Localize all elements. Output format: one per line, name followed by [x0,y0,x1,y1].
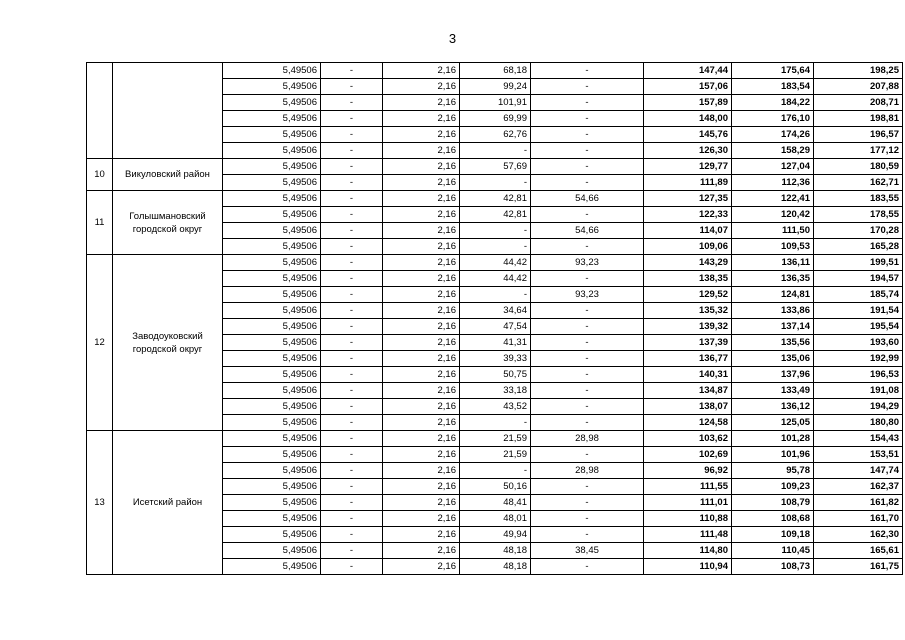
value-cell-a: - [460,415,531,431]
coef-cell: 2,16 [383,271,460,287]
total-cell-2: 137,14 [732,319,814,335]
dash-cell: - [321,303,383,319]
value-cell-a: 50,16 [460,479,531,495]
dash-cell: - [321,463,383,479]
total-cell-2: 108,68 [732,511,814,527]
value-cell-b: 28,98 [531,431,644,447]
value-cell-b: - [531,367,644,383]
total-cell-2: 101,28 [732,431,814,447]
total-cell-1: 139,32 [644,319,732,335]
value-cell-b: 54,66 [531,223,644,239]
coef-cell: 2,16 [383,191,460,207]
dash-cell: - [321,255,383,271]
dash-cell: - [321,271,383,287]
value-cell-b: - [531,335,644,351]
dash-cell: - [321,287,383,303]
total-cell-3: 191,08 [814,383,903,399]
total-cell-1: 127,35 [644,191,732,207]
coef-cell: 2,16 [383,207,460,223]
value-cell-a: 42,81 [460,191,531,207]
district-name: Заводоуковский городской округ [113,255,223,431]
value-cell-a: 43,52 [460,399,531,415]
total-cell-1: 126,30 [644,143,732,159]
total-cell-1: 111,89 [644,175,732,191]
value-cell-a: 21,59 [460,447,531,463]
value-cell-a: 49,94 [460,527,531,543]
coef-cell: 2,16 [383,463,460,479]
district-number: 10 [87,159,113,191]
dash-cell: - [321,479,383,495]
value-cell-b: - [531,159,644,175]
total-cell-3: 161,75 [814,559,903,575]
dash-cell: - [321,239,383,255]
dash-cell: - [321,543,383,559]
dash-cell: - [321,63,383,79]
coef-cell: 2,16 [383,559,460,575]
value-cell-b: - [531,127,644,143]
coef-cell: 2,16 [383,127,460,143]
total-cell-1: 157,89 [644,95,732,111]
dash-cell: - [321,335,383,351]
dash-cell: - [321,143,383,159]
dash-cell: - [321,367,383,383]
dash-cell: - [321,431,383,447]
value-cell-a: 41,31 [460,335,531,351]
value-cell-a: 44,42 [460,271,531,287]
total-cell-3: 185,74 [814,287,903,303]
total-cell-3: 162,71 [814,175,903,191]
rate-cell: 5,49506 [223,383,321,399]
total-cell-2: 109,18 [732,527,814,543]
total-cell-1: 114,80 [644,543,732,559]
dash-cell: - [321,175,383,191]
table-row [87,63,903,79]
value-cell-a: - [460,463,531,479]
value-cell-b: - [531,415,644,431]
dash-cell: - [321,159,383,175]
value-cell-b: 28,98 [531,463,644,479]
coef-cell: 2,16 [383,351,460,367]
value-cell-a: 62,76 [460,127,531,143]
coef-cell: 2,16 [383,383,460,399]
rate-cell: 5,49506 [223,319,321,335]
coef-cell: 2,16 [383,303,460,319]
dash-cell: - [321,207,383,223]
dash-cell: - [321,127,383,143]
value-cell-b: 38,45 [531,543,644,559]
value-cell-a: 101,91 [460,95,531,111]
rate-cell: 5,49506 [223,159,321,175]
dash-cell: - [321,351,383,367]
coef-cell: 2,16 [383,255,460,271]
total-cell-2: 158,29 [732,143,814,159]
total-cell-3: 162,37 [814,479,903,495]
total-cell-2: 135,06 [732,351,814,367]
value-cell-a: 47,54 [460,319,531,335]
total-cell-3: 177,12 [814,143,903,159]
district-name [113,63,223,159]
total-cell-3: 165,61 [814,543,903,559]
rate-cell: 5,49506 [223,79,321,95]
value-cell-a: 57,69 [460,159,531,175]
coef-cell: 2,16 [383,527,460,543]
value-cell-b: - [531,495,644,511]
rate-cell: 5,49506 [223,351,321,367]
value-cell-b: - [531,399,644,415]
rate-cell: 5,49506 [223,399,321,415]
total-cell-1: 134,87 [644,383,732,399]
value-cell-b: - [531,239,644,255]
rate-cell: 5,49506 [223,431,321,447]
dash-cell: - [321,415,383,431]
total-cell-3: 180,80 [814,415,903,431]
dash-cell: - [321,191,383,207]
total-cell-3: 208,71 [814,95,903,111]
value-cell-a: 34,64 [460,303,531,319]
district-number: 12 [87,255,113,431]
total-cell-3: 194,57 [814,271,903,287]
total-cell-1: 129,52 [644,287,732,303]
rate-cell: 5,49506 [223,303,321,319]
value-cell-b: - [531,383,644,399]
rate-cell: 5,49506 [223,495,321,511]
value-cell-a: 69,99 [460,111,531,127]
total-cell-1: 129,77 [644,159,732,175]
total-cell-2: 133,49 [732,383,814,399]
total-cell-3: 207,88 [814,79,903,95]
total-cell-1: 111,01 [644,495,732,511]
value-cell-b: - [531,479,644,495]
rate-cell: 5,49506 [223,223,321,239]
rate-cell: 5,49506 [223,511,321,527]
total-cell-2: 183,54 [732,79,814,95]
value-cell-a: 44,42 [460,255,531,271]
dash-cell: - [321,495,383,511]
dash-cell: - [321,399,383,415]
district-name: Викуловский район [113,159,223,191]
table-row [87,159,903,175]
total-cell-2: 112,36 [732,175,814,191]
total-cell-1: 103,62 [644,431,732,447]
total-cell-2: 133,86 [732,303,814,319]
rate-cell: 5,49506 [223,111,321,127]
dash-cell: - [321,111,383,127]
value-cell-a: - [460,239,531,255]
total-cell-3: 165,28 [814,239,903,255]
district-number: 13 [87,431,113,575]
total-cell-3: 170,28 [814,223,903,239]
rate-cell: 5,49506 [223,255,321,271]
rate-cell: 5,49506 [223,143,321,159]
coef-cell: 2,16 [383,287,460,303]
coef-cell: 2,16 [383,399,460,415]
table-row [87,191,903,207]
total-cell-1: 138,07 [644,399,732,415]
rate-cell: 5,49506 [223,447,321,463]
total-cell-2: 110,45 [732,543,814,559]
total-cell-3: 194,29 [814,399,903,415]
rate-cell: 5,49506 [223,543,321,559]
coef-cell: 2,16 [383,415,460,431]
district-name: Исетский район [113,431,223,575]
rate-cell: 5,49506 [223,335,321,351]
dash-cell: - [321,319,383,335]
total-cell-1: 110,94 [644,559,732,575]
coef-cell: 2,16 [383,479,460,495]
total-cell-2: 174,26 [732,127,814,143]
coef-cell: 2,16 [383,143,460,159]
total-cell-1: 124,58 [644,415,732,431]
total-cell-2: 120,42 [732,207,814,223]
coef-cell: 2,16 [383,223,460,239]
table-body [87,63,903,575]
total-cell-2: 127,04 [732,159,814,175]
total-cell-2: 136,35 [732,271,814,287]
total-cell-3: 162,30 [814,527,903,543]
value-cell-a: 21,59 [460,431,531,447]
district-name: Голышмановский городской округ [113,191,223,255]
value-cell-b: - [531,175,644,191]
total-cell-1: 109,06 [644,239,732,255]
total-cell-1: 157,06 [644,79,732,95]
value-cell-a: 68,18 [460,63,531,79]
total-cell-3: 195,54 [814,319,903,335]
coef-cell: 2,16 [383,335,460,351]
total-cell-3: 198,25 [814,63,903,79]
value-cell-b: - [531,143,644,159]
value-cell-b: - [531,319,644,335]
value-cell-a: - [460,143,531,159]
value-cell-b: - [531,559,644,575]
total-cell-3: 161,82 [814,495,903,511]
rate-cell: 5,49506 [223,287,321,303]
total-cell-3: 193,60 [814,335,903,351]
total-cell-3: 199,51 [814,255,903,271]
district-number [87,63,113,159]
rate-cell: 5,49506 [223,463,321,479]
value-cell-b: - [531,63,644,79]
page-number: 3 [448,31,457,46]
rate-cell: 5,49506 [223,63,321,79]
value-cell-b: - [531,111,644,127]
value-cell-a: - [460,175,531,191]
total-cell-2: 184,22 [732,95,814,111]
dash-cell: - [321,527,383,543]
rate-cell: 5,49506 [223,559,321,575]
total-cell-2: 136,12 [732,399,814,415]
rate-cell: 5,49506 [223,415,321,431]
value-cell-b: - [531,527,644,543]
total-cell-2: 95,78 [732,463,814,479]
total-cell-2: 101,96 [732,447,814,463]
total-cell-1: 135,32 [644,303,732,319]
rate-cell: 5,49506 [223,239,321,255]
rate-cell: 5,49506 [223,95,321,111]
total-cell-3: 196,57 [814,127,903,143]
value-cell-a: 42,81 [460,207,531,223]
total-cell-2: 108,79 [732,495,814,511]
dash-cell: - [321,383,383,399]
dash-cell: - [321,79,383,95]
coef-cell: 2,16 [383,447,460,463]
total-cell-3: 192,99 [814,351,903,367]
rate-cell: 5,49506 [223,175,321,191]
dash-cell: - [321,511,383,527]
coef-cell: 2,16 [383,175,460,191]
value-cell-a: 33,18 [460,383,531,399]
total-cell-2: 125,05 [732,415,814,431]
total-cell-3: 183,55 [814,191,903,207]
coef-cell: 2,16 [383,79,460,95]
coef-cell: 2,16 [383,95,460,111]
value-cell-b: 54,66 [531,191,644,207]
total-cell-1: 96,92 [644,463,732,479]
value-cell-b: - [531,79,644,95]
coef-cell: 2,16 [383,111,460,127]
total-cell-3: 161,70 [814,511,903,527]
value-cell-a: - [460,287,531,303]
total-cell-1: 136,77 [644,351,732,367]
rate-cell: 5,49506 [223,479,321,495]
total-cell-2: 136,11 [732,255,814,271]
rate-cell: 5,49506 [223,527,321,543]
value-cell-a: 48,41 [460,495,531,511]
total-cell-1: 110,88 [644,511,732,527]
table-row [87,255,903,271]
value-cell-b: - [531,95,644,111]
total-cell-2: 122,41 [732,191,814,207]
coef-cell: 2,16 [383,319,460,335]
rate-cell: 5,49506 [223,367,321,383]
coef-cell: 2,16 [383,367,460,383]
total-cell-2: 109,23 [732,479,814,495]
total-cell-3: 198,81 [814,111,903,127]
value-cell-a: 99,24 [460,79,531,95]
dash-cell: - [321,95,383,111]
value-cell-a: 48,01 [460,511,531,527]
total-cell-3: 178,55 [814,207,903,223]
coef-cell: 2,16 [383,511,460,527]
coef-cell: 2,16 [383,159,460,175]
total-cell-1: 140,31 [644,367,732,383]
total-cell-1: 111,48 [644,527,732,543]
total-cell-1: 145,76 [644,127,732,143]
total-cell-1: 147,44 [644,63,732,79]
value-cell-b: - [531,351,644,367]
total-cell-1: 143,29 [644,255,732,271]
rate-cell: 5,49506 [223,271,321,287]
dash-cell: - [321,447,383,463]
value-cell-b: - [531,207,644,223]
value-cell-b: 93,23 [531,287,644,303]
total-cell-2: 108,73 [732,559,814,575]
total-cell-3: 153,51 [814,447,903,463]
total-cell-1: 148,00 [644,111,732,127]
coef-cell: 2,16 [383,63,460,79]
total-cell-3: 180,59 [814,159,903,175]
value-cell-a: 48,18 [460,543,531,559]
total-cell-2: 109,53 [732,239,814,255]
rate-cell: 5,49506 [223,127,321,143]
total-cell-2: 176,10 [732,111,814,127]
value-cell-a: 48,18 [460,559,531,575]
total-cell-3: 196,53 [814,367,903,383]
total-cell-2: 124,81 [732,287,814,303]
total-cell-1: 111,55 [644,479,732,495]
coef-cell: 2,16 [383,239,460,255]
total-cell-3: 191,54 [814,303,903,319]
dash-cell: - [321,223,383,239]
value-cell-b: 93,23 [531,255,644,271]
table-row [87,431,903,447]
total-cell-1: 114,07 [644,223,732,239]
total-cell-2: 135,56 [732,335,814,351]
total-cell-2: 111,50 [732,223,814,239]
tariff-table [86,62,903,575]
value-cell-b: - [531,271,644,287]
value-cell-a: 50,75 [460,367,531,383]
total-cell-3: 154,43 [814,431,903,447]
total-cell-2: 175,64 [732,63,814,79]
rate-cell: 5,49506 [223,191,321,207]
dash-cell: - [321,559,383,575]
district-number: 11 [87,191,113,255]
total-cell-1: 102,69 [644,447,732,463]
value-cell-a: - [460,223,531,239]
coef-cell: 2,16 [383,495,460,511]
value-cell-b: - [531,447,644,463]
total-cell-1: 122,33 [644,207,732,223]
coef-cell: 2,16 [383,431,460,447]
rate-cell: 5,49506 [223,207,321,223]
value-cell-b: - [531,511,644,527]
total-cell-2: 137,96 [732,367,814,383]
total-cell-1: 138,35 [644,271,732,287]
total-cell-1: 137,39 [644,335,732,351]
value-cell-a: 39,33 [460,351,531,367]
value-cell-b: - [531,303,644,319]
total-cell-3: 147,74 [814,463,903,479]
coef-cell: 2,16 [383,543,460,559]
